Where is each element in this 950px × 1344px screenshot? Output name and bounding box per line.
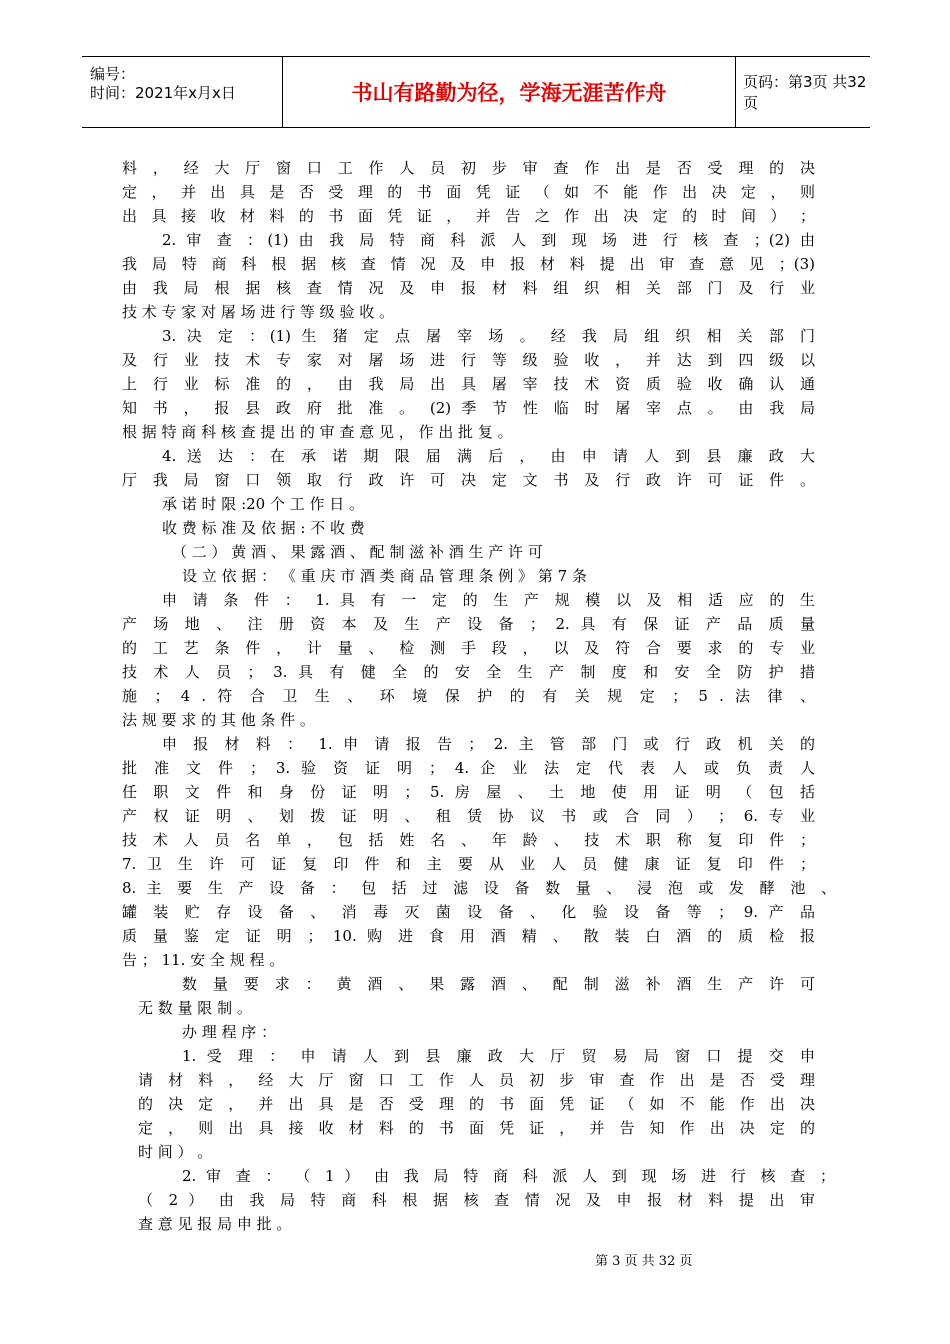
body-line: 厅 我 局 窗 口 领 取 行 政 许 可 决 定 文 书 及 行 政 许 可 证 件 。 [122,471,815,489]
body-line: 收 费 标 准 及 依 据 : 不 收 费 [162,519,365,537]
body-line: 技 术 人 员 名 单 ， 包 括 姓 名 、 年 龄 、 技 术 职 称 复 印 件 ； [122,831,815,849]
body-line: 7. 卫 生 许 可 证 复 印 件 和 主 要 从 业 人 员 健 康 证 复 印 件 ； [122,855,815,873]
body-line: 质 量 鉴 定 证 明 ； 10. 购 进 食 用 酒 精 、 散 装 白 酒 的 质 检 报 [122,927,815,945]
body-line: 产 权 证 明 、 划 拨 证 明 、 租 赁 协 议 书 或 合 同 ） ； 6. 专 业 [122,807,815,825]
body-line: 办 理 程 序 ： [182,1023,277,1041]
body-line: 承 诺 时 限 :20 个 工 作 日 。 [162,495,365,513]
body-line: 申 报 材 料 ： 1. 申 请 报 告 ； 2. 主 管 部 门 或 行 政 机 关 的 [162,735,815,753]
body-line: 查 意 见 报 局 申 批 。 [138,1215,292,1233]
doc-time-label: 时间：2021年x月x日 [90,84,236,102]
body-line: 4. 送 达 ：在 承 诺 期 限 届 满 后 ， 由 申 请 人 到 县 廉 政 大 [162,447,815,465]
body-line: 定 ， 并 出 具 是 否 受 理 的 书 面 凭 证 （ 如 不 能 作 出 决 定 ， 则 [122,183,815,201]
body-line: 根 据 特 商 科 核 查 提 出 的 审 查 意 见 ， 作 出 批 复 。 [122,423,513,441]
body-line: 1. 受 理 ： 申 请 人 到 县 廉 政 大 厅 贸 易 局 窗 口 提 交 申 [182,1047,815,1065]
body-line: 技 术 专 家 对 屠 场 进 行 等 级 验 收 。 [122,303,394,321]
body-line: 3. 决 定 ：(1) 生 猪 定 点 屠 宰 场 。 经 我 局 组 织 相 关 部 门 [162,327,815,345]
body-line: 设 立 依 据 ： 《 重 庆 市 酒 类 商 品 管 理 条 例 》 第 7 条 [182,567,587,585]
body-line: 我 局 特 商 科 根 据 核 查 情 况 及 申 报 材 料 提 出 审 查 意 见 ；(3) [122,255,815,273]
body-line: 施 ； 4 . 符 合 卫 生 、 环 境 保 护 的 有 关 规 定 ； 5 . 法 律 、 [122,687,815,705]
body-line: 批 准 文 件 ； 3. 验 资 证 明 ； 4. 企 业 法 定 代 表 人 或 负 责 人 [122,759,815,777]
body-line: 由 我 局 根 据 核 查 情 况 及 申 报 材 料 组 织 相 关 部 门 及 行 业 [122,279,815,297]
body-line: 的 决 定 ， 并 出 具 是 否 受 理 的 书 面 凭 证 （ 如 不 能 作 出 决 [138,1095,815,1113]
body-line: 产 场 地 、 注 册 资 本 及 生 产 设 备 ； 2. 具 有 保 证 产 品 质 量 [122,615,815,633]
body-line: 罐 装 贮 存 设 备 、 消 毒 灭 菌 设 备 、 化 验 设 备 等 ； 9. 产 品 [122,903,815,921]
body-line: 2. 审 查 ： （ 1 ） 由 我 局 特 商 科 派 人 到 现 场 进 行 核 查 ； [182,1167,835,1185]
body-line: 数 量 要 求 ： 黄 酒 、 果 露 酒 、 配 制 滋 补 酒 生 产 许 可 [182,975,815,993]
body-line: 告 ； 11. 安 全 规 程 。 [122,951,285,969]
body-line: 申 请 条 件 ： 1. 具 有 一 定 的 生 产 规 模 以 及 相 适 应 的 生 [162,591,815,609]
body-line: 请 材 料 ， 经 大 厅 窗 口 工 作 人 员 初 步 审 查 作 出 是 否 受 理 [138,1071,815,1089]
body-line: 法 规 要 求 的 其 他 条 件 。 [122,711,315,729]
body-line: 上 行 业 标 准 的 ， 由 我 局 出 具 屠 宰 技 术 资 质 验 收 确 认 通 [122,375,815,393]
header-page-info: 页码：第3页 共32页 [743,73,867,112]
body-line: 8. 主 要 生 产 设 备 ： 包 括 过 滤 设 备 数 量 、 浸 泡 或 发 酵 池 、 [122,879,836,897]
body-line: 出 具 接 收 材 料 的 书 面 凭 证 ， 并 告 之 作 出 决 定 的 时 间 ） ； [122,207,815,225]
body-line: 及 行 业 技 术 专 家 对 屠 场 进 行 等 级 验 收 ， 并 达 到 四 级 以 [122,351,815,369]
body-line: （ 2 ） 由 我 局 特 商 科 根 据 核 查 情 况 及 申 报 材 料 提 出 审 [138,1191,815,1209]
body-line: 知 书 ， 报 县 政 府 批 准 。 (2) 季 节 性 临 时 屠 宰 点 。 由 我 局 [122,399,815,417]
body-line: 时 间 ） 。 [138,1143,213,1161]
header-motto: 书山有路勤为径，学海无涯苦作舟 [282,57,736,127]
body-line: 的 工 艺 条 件 ， 计 量 、 检 测 手 段 ， 以 及 符 合 要 求 的 专 业 [122,639,815,657]
body-line: 技 术 人 员 ； 3. 具 有 健 全 的 安 全 生 产 制 度 和 安 全 防 护 措 [122,663,815,681]
body-line: 料 ， 经 大 厅 窗 口 工 作 人 员 初 步 审 查 作 出 是 否 受 理 的 决 [122,159,815,177]
body-line: 任 职 文 件 和 身 份 证 明 ； 5. 房 屋 、 土 地 使 用 证 明 （ 包 括 [122,783,815,801]
doc-code-label: 编号： [90,65,136,83]
page-footer: 第 3 页 共 32 页 [595,1254,693,1269]
body-line: 定 ， 则 出 具 接 收 材 料 的 书 面 凭 证 ， 并 告 知 作 出 决 定 的 [138,1119,815,1137]
body-line: （ 二 ） 黄 酒 、 果 露 酒 、 配 制 滋 补 酒 生 产 许 可 [172,543,543,561]
body-line: 无 数 量 限 制 。 [138,999,252,1017]
body-line: 2. 审 查 ：(1) 由 我 局 特 商 科 派 人 到 现 场 进 行 核 查 ；(2) 由 [162,231,815,249]
